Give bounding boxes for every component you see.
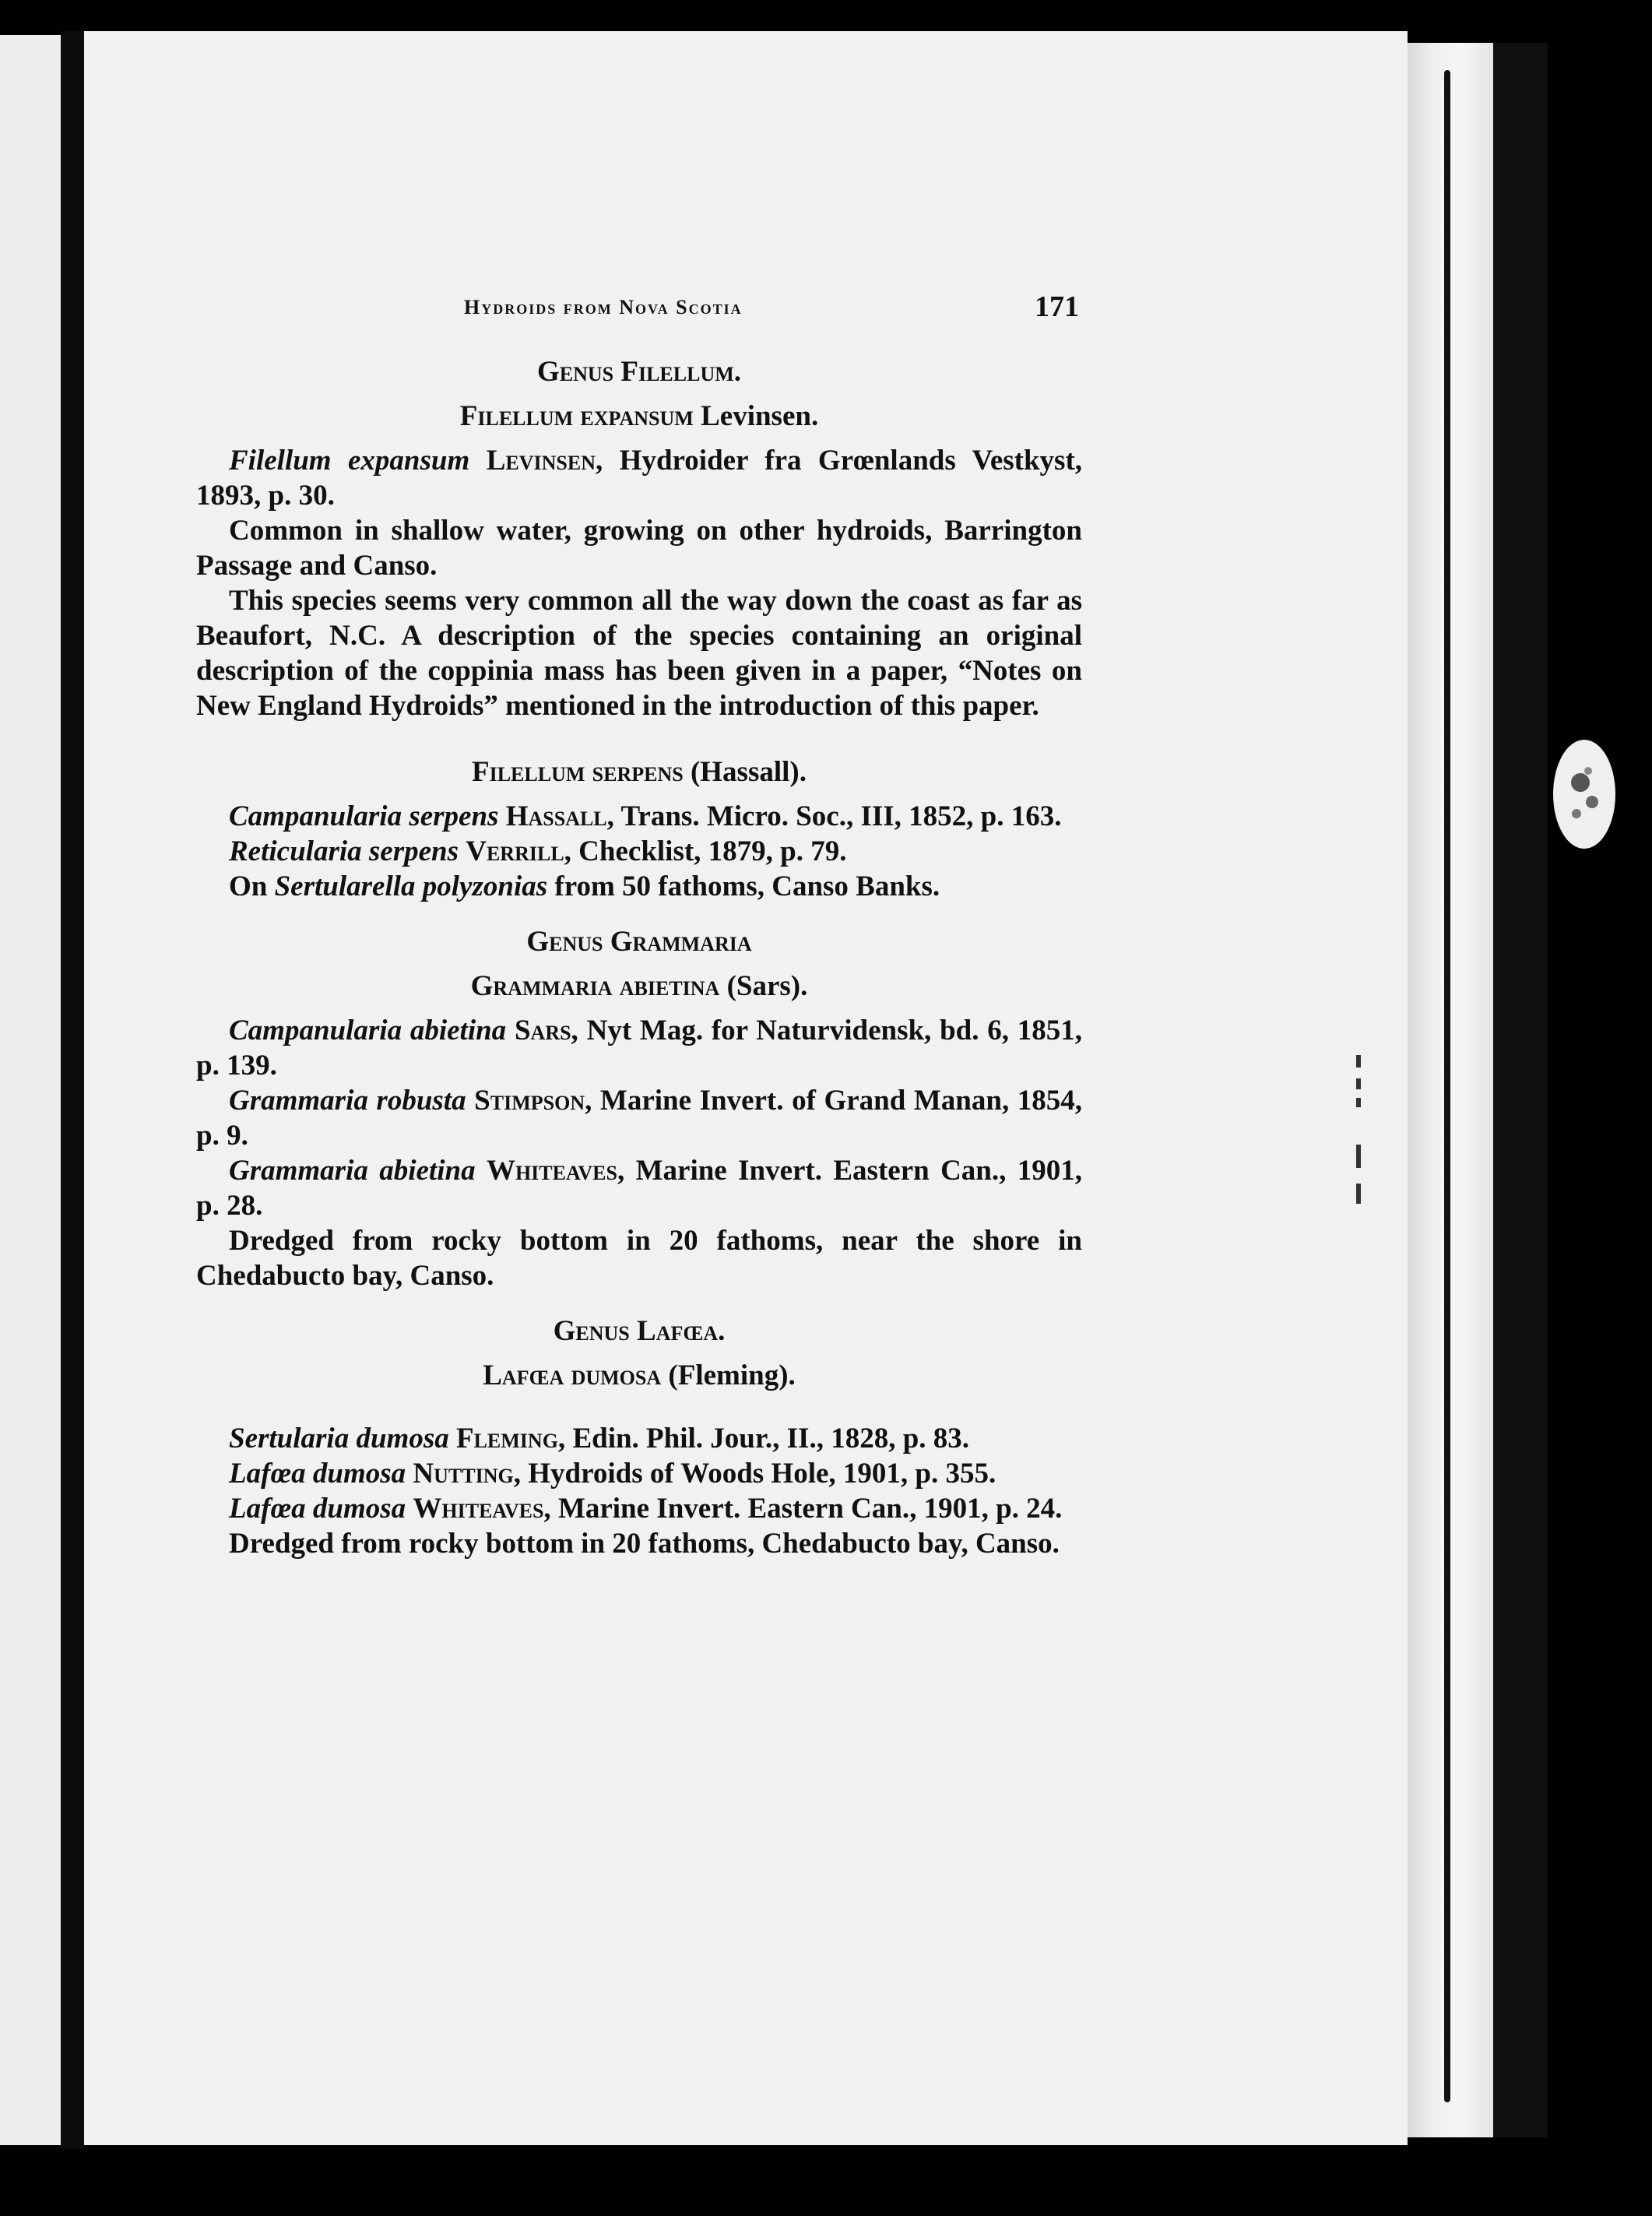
margin-tick xyxy=(1356,1078,1361,1089)
page-stack-edge xyxy=(1408,43,1493,2137)
synonym-reference: Grammaria abietina Whiteaves, Marine Invert. Eastern Can., 1901, p. 28. xyxy=(196,1155,1082,1222)
margin-tick xyxy=(1356,1184,1361,1204)
page-edge-shadow-line xyxy=(1444,70,1450,2102)
running-header xyxy=(464,290,1079,329)
paragraph: This species seems very common all the way down the coast as far as Beaufort, N.C. A description of the species containing an original description of the coppinia mass has been given in a paper, “Notes on New England Hydroids” mentioned in the introduction of this paper. xyxy=(196,585,1082,722)
genus-heading: Genus Filellum. xyxy=(536,356,742,388)
paragraph: On Sertularella polyzonias from 50 fathoms, Canso Banks. xyxy=(229,871,940,902)
synonym-reference: Lafœa dumosa Whiteaves, Marine Invert. Eastern Can., 1901, p. 24. xyxy=(229,1493,1063,1525)
genus-heading: Genus Lafœa. xyxy=(553,1315,726,1347)
left-page-edge xyxy=(0,35,61,2145)
species-heading: Grammaria abietina (Sars). xyxy=(470,970,808,1002)
margin-tick xyxy=(1356,1098,1361,1107)
synonym-reference: Grammaria robusta Stimpson, Marine Invert. of Grand Manan, 1854, p. 9. xyxy=(196,1085,1083,1152)
synonym-reference: Campanularia serpens Hassall, Trans. Micro. Soc., III, 1852, p. 163. xyxy=(229,800,1062,832)
synonym-reference: Lafœa dumosa Nutting, Hydroids of Woods Hole, 1901, p. 355. xyxy=(229,1458,996,1490)
book-gutter xyxy=(61,31,84,2149)
margin-tick xyxy=(1356,1055,1361,1068)
synonym-reference: Filellum expansum Levinsen, Hydroider fra Grœnlands Vestkyst, 1893, p. 30. xyxy=(196,445,1083,512)
species-heading: Lafœa dumosa (Fleming). xyxy=(483,1359,796,1391)
running-title: Hydroids from Nova Scotia xyxy=(464,296,743,318)
synonym-reference: Sertularia dumosa Fleming, Edin. Phil. Jour., II., 1828, p. 83. xyxy=(229,1423,970,1454)
paragraph: Dredged from rocky bottom in 20 fathoms, near the shore in Chedabucto bay, Canso. xyxy=(196,1225,1082,1292)
synonym-reference: Campanularia abietina Sars, Nyt Mag. for Naturvidensk, bd. 6, 1851, p. 139. xyxy=(196,1015,1083,1082)
species-heading: Filellum expansum Levinsen. xyxy=(459,400,819,432)
right-shadow xyxy=(1493,43,1548,2137)
ink-stain xyxy=(1549,728,1619,860)
genus-heading: Genus Grammaria xyxy=(526,926,752,958)
margin-tick xyxy=(1356,1145,1361,1168)
synonym-reference: Reticularia serpens Verrill, Checklist, 1879, p. 79. xyxy=(229,835,847,867)
paragraph: Common in shallow water, growing on other hydroids, Barrington Passage and Canso. xyxy=(196,515,1082,582)
page-number: 171 xyxy=(1035,290,1079,323)
body-text xyxy=(196,354,1082,1561)
species-heading: Filellum serpens (Hassall). xyxy=(472,756,807,788)
paragraph: Dredged from rocky bottom in 20 fathoms, Chedabucto bay, Canso. xyxy=(229,1528,1060,1560)
